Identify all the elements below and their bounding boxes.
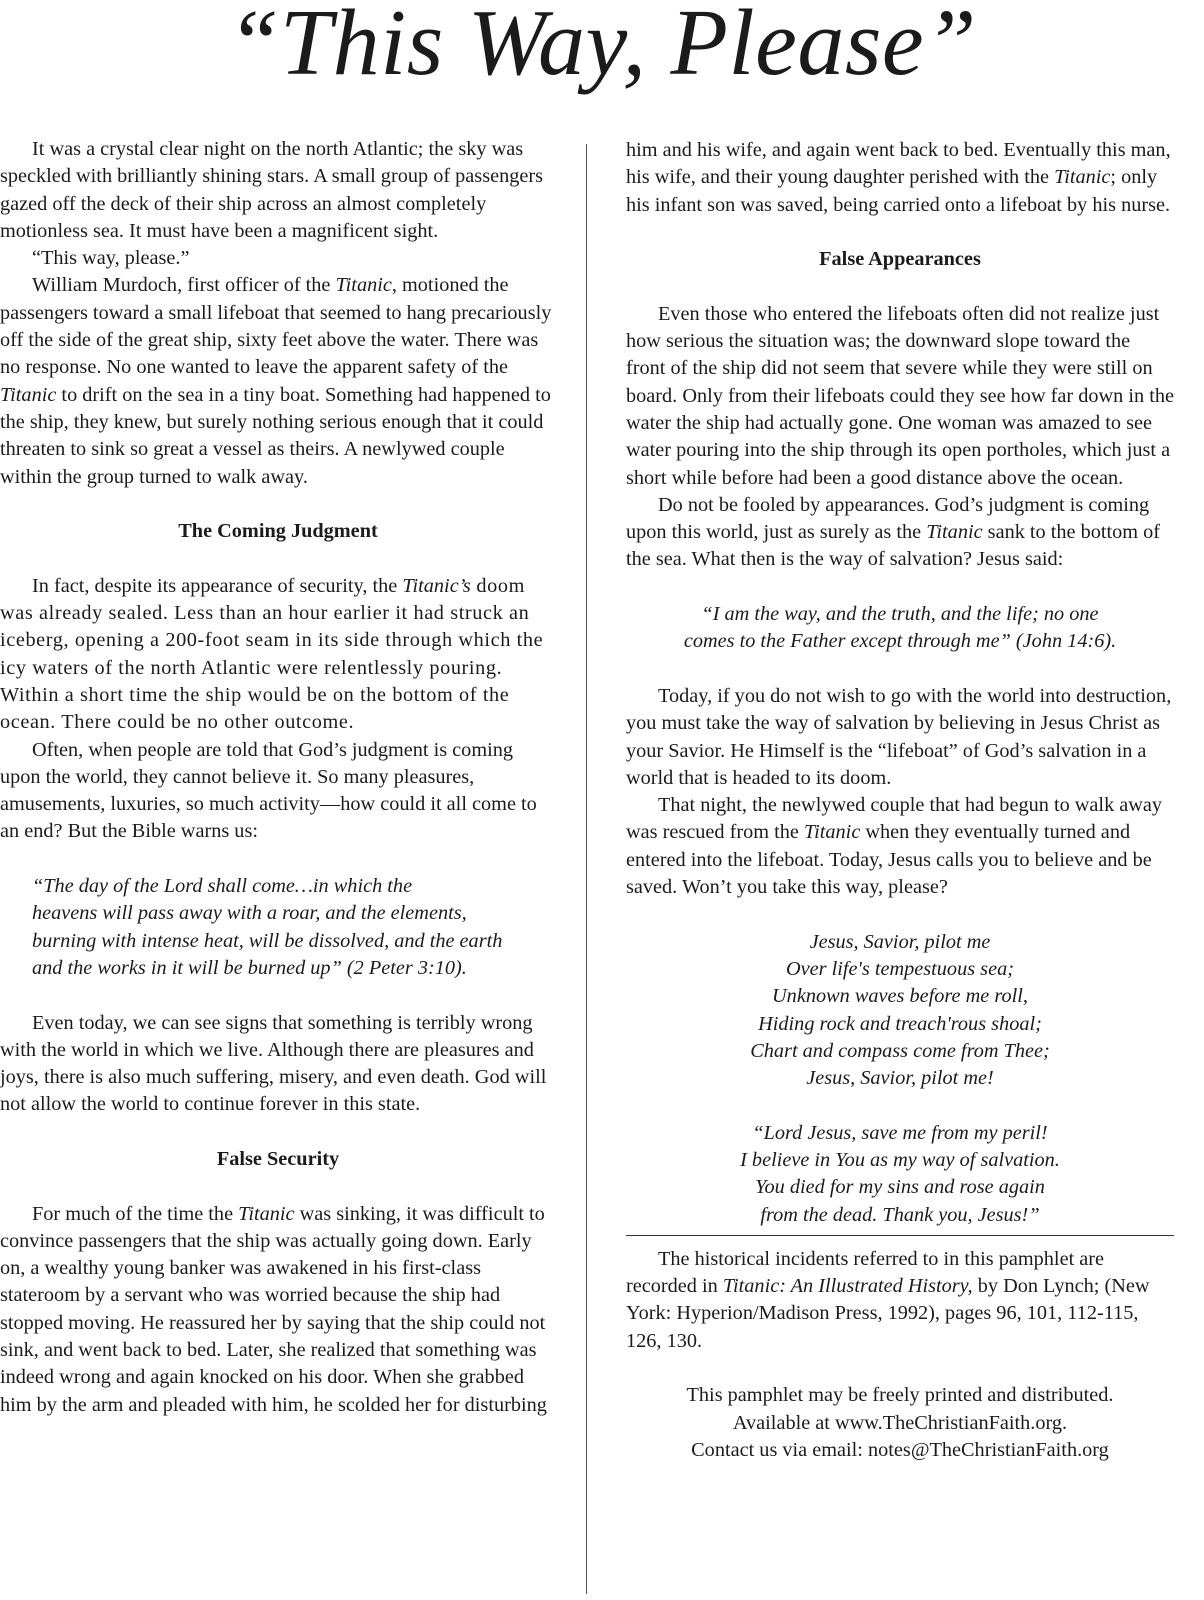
right-column [626, 137, 1174, 1464]
bible-quote-john: “I am the way, and the truth, and the life; no one comes to the Father except through me” (John 14:6). [683, 603, 1117, 653]
bible-quote-peter: “The day of the Lord shall come…in which the heavens will pass away with a roar, and the elements, burning with intense heat, will be dissolved, and the earth and the works in it will be burned up” (2 Peter 3:10). [32, 875, 503, 979]
heading-coming-judgment: The Coming Judgment [178, 520, 378, 543]
column-divider [586, 144, 587, 1594]
footer-website: Available at www.TheChristianFaith.org. [732, 1411, 1068, 1434]
paragraph-murdoch: William Murdoch, first officer of the Titanic, motioned the passengers toward a small lifeboat that seemed to hang precariously off the side of the great ship, sixty feet above the water. There was no response. No one wanted to leave the apparent safety of the Titanic to drift on the sea in a tiny boat. Something had happened to the ship, they knew, but surely nothing serious enough that it could threaten to sink so great a vessel as theirs. A newlywed couple within the group turned to walk away. [0, 274, 552, 488]
footer-info [626, 1382, 1174, 1464]
prayer: “Lord Jesus, save me from my peril! I believe in You as my way of salvation. You died for my sins and rose again from the dead. Thank you, Jesus!” [740, 1121, 1060, 1226]
heading-false-appearances: False Appearances [819, 248, 981, 271]
paragraph-opening: It was a crystal clear night on the north Atlantic; the sky was speckled with brilliantly shining stars. A small group of passengers gazed off the deck of their ship across an almost completely motionless sea. It must have been a magnificent sight. [0, 138, 544, 242]
footer-line: This pamphlet may be freely printed and distributed. [686, 1384, 1114, 1407]
footer-divider [626, 1235, 1174, 1236]
paragraph-appearances: Do not be fooled by appearances. God’s judgment is coming upon this world, just as surely as the Titanic sank to the bottom of the sea. What then is the way of salvation? Jesus said: [626, 493, 1161, 571]
page-title: “This Way, Please” [227, 0, 977, 95]
paragraph-banker: For much of the time the Titanic was sinking, it was difficult to convince passengers that the ship was actually going down. Early on, a wealthy young banker was awakened in his first-class stateroom by a servant who was worried because the ship had stopped moving. He reassured her by saying that the ship could not sink, and went back to bed. Later, she realized that something was indeed wrong and again knocked on his door. When she grabbed him by the arm and pleaded with him, he scolded her for disturbing [0, 1202, 547, 1416]
source-note: The historical incidents referred to in this pamphlet are recorded in Titanic: An Illustrated History, by Don Lynch; (New York: Hyperion/Madison Press, 1992), pages 96, 101, 112-115, 126, 130. [626, 1247, 1150, 1352]
paragraph-even-today: Even today, we can see signs that something is terribly wrong with the world in which we live. Although there are pleasures and joys, there is also much suffering, misery, and even death. God will not allow the world to continue forever in this state. [0, 1011, 547, 1116]
paragraph-that-night: That night, the newlywed couple that had begun to walk away was rescued from the Titanic when they eventually turned and entered into the lifeboat. Today, Jesus calls you to believe and be saved. Won’t you take this way, please? [626, 794, 1163, 899]
paragraph-this-way: “This way, please.” [32, 247, 190, 270]
footer-email: Contact us via email: notes@TheChristianFaith.org [691, 1438, 1109, 1461]
heading-false-security: False Security [216, 1147, 340, 1170]
paragraph-lifeboats: Even those who entered the lifeboats often did not realize just how serious the situation was; the downward slope toward the front of the ship did not seem that severe while they were still on board. Only from their lifeboats could they see how far down in the water the ship had actually gone. One woman was amazed to see water pouring into the ship through its open portholes, which just a short while before had been a good distance above the ocean. [626, 302, 1175, 489]
paragraph-often: Often, when people are told that God’s judgment is coming upon the world, they cannot believe it. So many pleasures, amusements, luxuries, so much activity—how could it all come to an end? But the Bible warns us: [0, 738, 537, 843]
paragraph-today: Today, if you do not wish to go with the world into destruction, you must take the way of salvation by believing in Jesus Christ as your Savior. He Himself is the “lifeboat” of God’s salvation in a world that is headed to its doom. [626, 684, 1172, 789]
hymn-verse: Jesus, Savior, pilot me Over life's tempestuous sea; Unknown waves before me roll, Hiding rock and treach'rous shoal; Chart and compass come from Thee; Jesus, Savior, pilot me! [750, 930, 1050, 1090]
paragraph-doom: In fact, despite its appearance of security, the Titanic’s doom was already sealed. Less than an hour earlier it had struck an iceberg, opening a 200-foot seam in its side through which the icy waters of the north Atlantic were relentlessly pouring. Within a short time the ship would be on the bottom of the ocean. There could be no other outcome. [0, 574, 544, 734]
paragraph-banker-continued: him and his wife, and again went back to bed. Eventually this man, his wife, and their young daughter perished with the Titanic; only his infant son was saved, being carried onto a lifeboat by his nurse. [626, 139, 1171, 216]
left-column [0, 136, 556, 1419]
